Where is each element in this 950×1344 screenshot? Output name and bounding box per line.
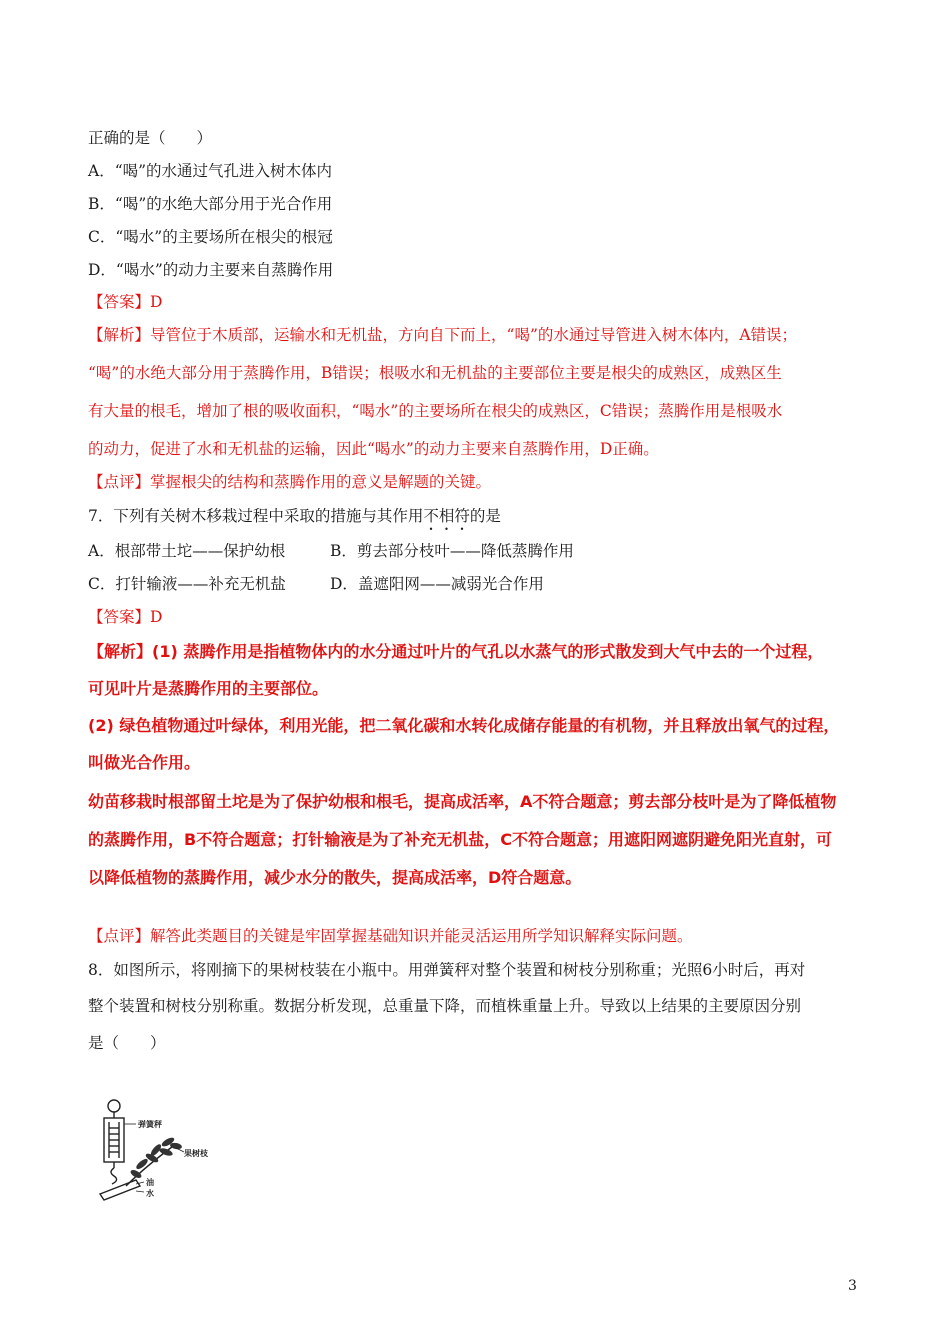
comment-tag: 【点评】 bbox=[88, 927, 151, 945]
page-number: 3 bbox=[848, 1278, 857, 1294]
q7-analysis-line-5: 幼苗移栽时根部留土坨是为了保护幼根和根毛，提高成活率，A不符合题意；剪去部分枝叶是为了降低植物 bbox=[88, 792, 837, 811]
emphasis-text: 不相符 bbox=[423, 507, 470, 525]
q6-analysis-line-3: 有大量的根毛，增加了根的吸收面积，“喝水”的主要场所在根尖的成熟区，C错误；蒸腾作用是根吸水 bbox=[88, 402, 783, 420]
answer-value: D bbox=[150, 608, 163, 626]
q8-stem-line-2: 整个装置和树枝分别称重。数据分析发现，总重量下降，而植株重量上升。导致以上结果的主要原因分别 bbox=[88, 997, 802, 1015]
q6-stem-tail: 正确的是（ ） bbox=[88, 129, 213, 147]
q6-analysis-line-2: “喝”的水绝大部分用于蒸腾作用，B错误；根吸水和无机盐的主要部位主要是根尖的成熟区，成熟区生 bbox=[88, 364, 782, 382]
q7-stem bbox=[88, 506, 501, 534]
analysis-tag: 【解析】 bbox=[88, 642, 153, 661]
stem-text: 7．下列有关树木移栽过程中采取的措施与其作用 bbox=[88, 507, 424, 525]
q7-option-d: D．盖遮阳网——减弱光合作用 bbox=[330, 575, 544, 593]
comment-text: 解答此类题目的关键是牢固掌握基础知识并能灵活运用所学知识解释实际问题。 bbox=[150, 927, 693, 945]
q6-answer bbox=[88, 292, 162, 312]
q7-analysis-line-6: 的蒸腾作用，B不符合题意；打针输液是为了补充无机盐，C不符合题意；用遮阳网遮阴避免阳光直射，可 bbox=[88, 830, 832, 849]
q7-analysis-line-7: 以降低植物的蒸腾作用，减少水分的散失，提高成活率，D符合题意。 bbox=[88, 868, 582, 887]
q7-option-b: B．剪去部分枝叶——降低蒸腾作用 bbox=[330, 542, 574, 560]
label-water: 水 bbox=[146, 1189, 154, 1198]
q6-option-b: B．“喝”的水绝大部分用于光合作用 bbox=[88, 195, 333, 213]
q7-analysis-line-3: (2) 绿色植物通过叶绿体，利用光能，把二氧化碳和水转化成储存能量的有机物，并且释放出氧气的过程， bbox=[88, 716, 840, 735]
comment-tag: 【点评】 bbox=[88, 473, 151, 491]
scale-ring-icon bbox=[108, 1100, 120, 1112]
q8-stem-line-1: 8．如图所示，将刚摘下的果树枝装在小瓶中。用弹簧秤对整个装置和树枝分别称重；光照6小时后，再对 bbox=[88, 961, 806, 979]
q6-option-a: A．“喝”的水通过气孔进入树木体内 bbox=[88, 162, 333, 180]
answer-tag: 【答案】 bbox=[88, 293, 151, 311]
q6-analysis-line-1 bbox=[88, 325, 797, 345]
q7-option-a: A．根部带土坨——保护幼根 bbox=[88, 542, 286, 560]
label-oil: 油 bbox=[146, 1178, 154, 1187]
spring-scale-figure bbox=[96, 1096, 226, 1204]
q6-analysis-line-4: 的动力，促进了水和无机盐的运输，因此“喝水”的动力主要来自蒸腾作用，D正确。 bbox=[88, 440, 659, 458]
q7-comment bbox=[88, 926, 693, 946]
q6-option-d: D．“喝水”的动力主要来自蒸腾作用 bbox=[88, 261, 334, 279]
q6-comment bbox=[88, 472, 491, 492]
q7-analysis-line-2: 可见叶片是蒸腾作用的主要部位。 bbox=[88, 679, 329, 698]
q6-option-c: C．“喝水”的主要场所在根尖的根冠 bbox=[88, 228, 333, 246]
q7-analysis-line-4: 叫做光合作用。 bbox=[88, 753, 201, 772]
comment-text: 掌握根尖的结构和蒸腾作用的意义是解题的关键。 bbox=[150, 473, 492, 491]
bottle-icon bbox=[100, 1180, 140, 1200]
stem-text-end: 的是 bbox=[469, 507, 501, 525]
analysis-tag: 【解析】 bbox=[88, 326, 151, 344]
answer-tag: 【答案】 bbox=[88, 608, 151, 626]
q8-stem-line-3: 是（ ） bbox=[88, 1034, 166, 1052]
answer-value: D bbox=[150, 293, 163, 311]
leaves bbox=[129, 1136, 182, 1180]
analysis-text: (1) 蒸腾作用是指植物体内的水分通过叶片的气孔以水蒸气的形式散发到大气中去的一个过程， bbox=[152, 642, 824, 661]
hook-icon bbox=[111, 1168, 117, 1184]
q7-option-c: C．打针输液——补充无机盐 bbox=[88, 575, 286, 593]
label-spring-scale: 弹簧秤 bbox=[138, 1120, 162, 1129]
analysis-text: 导管位于木质部，运输水和无机盐，方向自下而上，“喝”的水通过导管进入树木体内，A错误； bbox=[150, 326, 798, 344]
q7-answer bbox=[88, 607, 162, 627]
q7-analysis-line-1 bbox=[88, 642, 823, 662]
label-branch: 果树枝 bbox=[184, 1149, 208, 1158]
